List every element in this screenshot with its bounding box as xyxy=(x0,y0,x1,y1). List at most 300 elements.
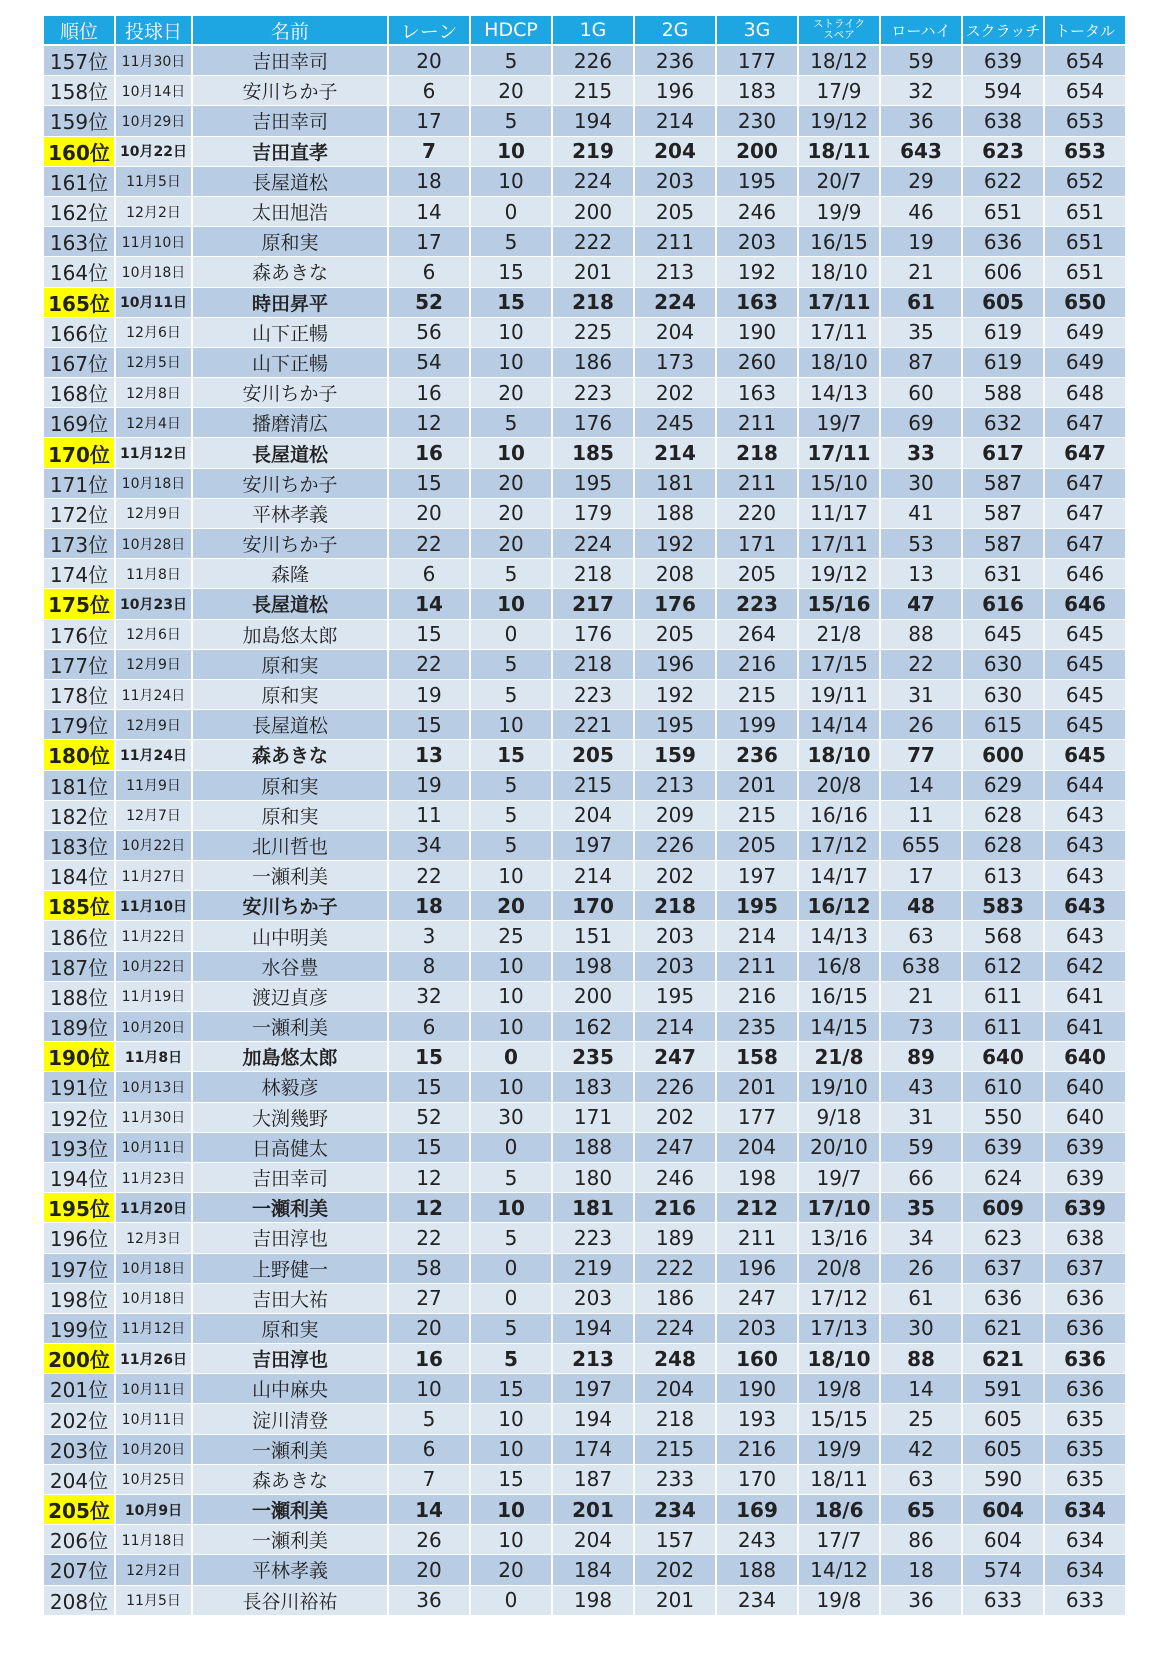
table-row xyxy=(44,921,1126,951)
game-3-cell: 197 xyxy=(716,861,798,891)
game-2-cell: 192 xyxy=(634,679,716,709)
total-cell: 645 xyxy=(1044,710,1126,740)
game-1-cell: 198 xyxy=(552,951,634,981)
lane-cell: 26 xyxy=(388,1525,470,1555)
name-cell: 長屋道松 xyxy=(192,710,388,740)
scratch-cell: 619 xyxy=(962,347,1044,377)
low-high-cell: 14 xyxy=(880,770,962,800)
scratch-cell: 606 xyxy=(962,257,1044,287)
total-cell: 642 xyxy=(1044,951,1126,981)
rank-cell: 183位 xyxy=(44,830,115,860)
name-cell: 上野健一 xyxy=(192,1253,388,1283)
game-3-cell: 212 xyxy=(716,1193,798,1223)
name-cell: 山中麻央 xyxy=(192,1374,388,1404)
game-2-cell: 202 xyxy=(634,861,716,891)
date-cell: 10月18日 xyxy=(115,468,192,498)
game-2-cell: 215 xyxy=(634,1434,716,1464)
lane-cell: 6 xyxy=(388,1434,470,1464)
game-2-cell: 247 xyxy=(634,1132,716,1162)
game-2-cell: 248 xyxy=(634,1344,716,1374)
hdcp-cell: 0 xyxy=(470,619,552,649)
rank-cell: 170位 xyxy=(44,438,115,468)
hdcp-cell: 10 xyxy=(470,136,552,166)
table-row xyxy=(44,619,1126,649)
date-cell: 11月8日 xyxy=(115,559,192,589)
name-cell: 吉田直孝 xyxy=(192,136,388,166)
name-cell: 森隆 xyxy=(192,559,388,589)
hdcp-cell: 5 xyxy=(470,227,552,257)
date-cell: 10月22日 xyxy=(115,830,192,860)
strike-spare-cell: 16/16 xyxy=(798,800,880,830)
low-high-cell: 43 xyxy=(880,1072,962,1102)
scratch-cell: 616 xyxy=(962,589,1044,619)
hdcp-cell: 5 xyxy=(470,408,552,438)
game-3-cell: 215 xyxy=(716,800,798,830)
rank-cell: 190位 xyxy=(44,1042,115,1072)
name-cell: 一瀬利美 xyxy=(192,1495,388,1525)
game-1-cell: 171 xyxy=(552,1102,634,1132)
date-cell: 11月30日 xyxy=(115,45,192,76)
low-high-cell: 36 xyxy=(880,1585,962,1615)
name-cell: 吉田淳也 xyxy=(192,1223,388,1253)
lane-cell: 56 xyxy=(388,317,470,347)
game-1-cell: 200 xyxy=(552,196,634,226)
strike-spare-cell: 19/9 xyxy=(798,196,880,226)
name-cell: 一瀬利美 xyxy=(192,1012,388,1042)
game-3-cell: 198 xyxy=(716,1162,798,1192)
total-cell: 644 xyxy=(1044,770,1126,800)
name-cell: 日高健太 xyxy=(192,1132,388,1162)
total-cell: 640 xyxy=(1044,1042,1126,1072)
date-cell: 11月24日 xyxy=(115,740,192,770)
header-rank: 順位 xyxy=(44,16,115,45)
table-row-highlighted xyxy=(44,1495,1126,1525)
strike-spare-cell: 18/10 xyxy=(798,347,880,377)
hdcp-cell: 0 xyxy=(470,1283,552,1313)
hdcp-cell: 20 xyxy=(470,378,552,408)
table-row xyxy=(44,1132,1126,1162)
game-1-cell: 215 xyxy=(552,76,634,106)
strike-spare-cell: 14/12 xyxy=(798,1555,880,1585)
strike-spare-cell: 11/17 xyxy=(798,498,880,528)
low-high-cell: 19 xyxy=(880,227,962,257)
game-3-cell: 236 xyxy=(716,740,798,770)
low-high-cell: 60 xyxy=(880,378,962,408)
name-cell: 原和実 xyxy=(192,679,388,709)
low-high-cell: 87 xyxy=(880,347,962,377)
strike-spare-cell: 17/11 xyxy=(798,317,880,347)
rank-cell: 185位 xyxy=(44,891,115,921)
date-cell: 12月5日 xyxy=(115,347,192,377)
table-row xyxy=(44,981,1126,1011)
table-row xyxy=(44,106,1126,136)
scratch-cell: 611 xyxy=(962,1012,1044,1042)
game-2-cell: 234 xyxy=(634,1495,716,1525)
game-3-cell: 216 xyxy=(716,649,798,679)
game-1-cell: 235 xyxy=(552,1042,634,1072)
hdcp-cell: 10 xyxy=(470,347,552,377)
game-1-cell: 204 xyxy=(552,1525,634,1555)
low-high-cell: 26 xyxy=(880,1253,962,1283)
rank-cell: 160位 xyxy=(44,136,115,166)
rank-cell: 171位 xyxy=(44,468,115,498)
game-3-cell: 171 xyxy=(716,529,798,559)
strike-spare-cell: 18/10 xyxy=(798,1344,880,1374)
date-cell: 10月25日 xyxy=(115,1464,192,1494)
game-1-cell: 223 xyxy=(552,1223,634,1253)
header-scratch: スクラッチ xyxy=(962,16,1044,45)
name-cell: 淀川清登 xyxy=(192,1404,388,1434)
strike-spare-cell: 14/13 xyxy=(798,921,880,951)
game-1-cell: 194 xyxy=(552,1404,634,1434)
hdcp-cell: 20 xyxy=(470,529,552,559)
date-cell: 10月20日 xyxy=(115,1434,192,1464)
date-cell: 10月23日 xyxy=(115,589,192,619)
game-2-cell: 202 xyxy=(634,1555,716,1585)
scratch-cell: 622 xyxy=(962,166,1044,196)
scratch-cell: 628 xyxy=(962,800,1044,830)
hdcp-cell: 10 xyxy=(470,1404,552,1434)
low-high-cell: 35 xyxy=(880,317,962,347)
name-cell: 一瀬利美 xyxy=(192,861,388,891)
game-1-cell: 194 xyxy=(552,106,634,136)
low-high-cell: 88 xyxy=(880,619,962,649)
table-row xyxy=(44,1555,1126,1585)
date-cell: 11月27日 xyxy=(115,861,192,891)
name-cell: 安川ちか子 xyxy=(192,529,388,559)
date-cell: 10月11日 xyxy=(115,1404,192,1434)
strike-spare-cell: 14/15 xyxy=(798,1012,880,1042)
rank-cell: 168位 xyxy=(44,378,115,408)
strike-spare-cell: 17/13 xyxy=(798,1313,880,1343)
game-2-cell: 192 xyxy=(634,529,716,559)
scratch-cell: 591 xyxy=(962,1374,1044,1404)
hdcp-cell: 20 xyxy=(470,498,552,528)
table-row-highlighted xyxy=(44,136,1126,166)
low-high-cell: 32 xyxy=(880,76,962,106)
game-3-cell: 216 xyxy=(716,1434,798,1464)
date-cell: 11月10日 xyxy=(115,227,192,257)
rank-cell: 191位 xyxy=(44,1072,115,1102)
game-1-cell: 188 xyxy=(552,1132,634,1162)
hdcp-cell: 15 xyxy=(470,740,552,770)
rank-cell: 169位 xyxy=(44,408,115,438)
game-2-cell: 208 xyxy=(634,559,716,589)
low-high-cell: 73 xyxy=(880,1012,962,1042)
lane-cell: 16 xyxy=(388,378,470,408)
rank-cell: 201位 xyxy=(44,1374,115,1404)
lane-cell: 22 xyxy=(388,529,470,559)
total-cell: 635 xyxy=(1044,1464,1126,1494)
game-1-cell: 205 xyxy=(552,740,634,770)
game-1-cell: 203 xyxy=(552,1283,634,1313)
game-3-cell: 211 xyxy=(716,951,798,981)
name-cell: 長屋道松 xyxy=(192,589,388,619)
game-3-cell: 188 xyxy=(716,1555,798,1585)
scratch-cell: 619 xyxy=(962,317,1044,347)
low-high-cell: 18 xyxy=(880,1555,962,1585)
lane-cell: 52 xyxy=(388,287,470,317)
table-row xyxy=(44,649,1126,679)
game-1-cell: 201 xyxy=(552,1495,634,1525)
rank-cell: 167位 xyxy=(44,347,115,377)
table-row xyxy=(44,1162,1126,1192)
scratch-cell: 639 xyxy=(962,1132,1044,1162)
lane-cell: 14 xyxy=(388,589,470,619)
header-low-high: ローハイ xyxy=(880,16,962,45)
rank-cell: 205位 xyxy=(44,1495,115,1525)
game-3-cell: 214 xyxy=(716,921,798,951)
strike-spare-cell: 16/12 xyxy=(798,891,880,921)
table-row xyxy=(44,378,1126,408)
total-cell: 647 xyxy=(1044,468,1126,498)
game-1-cell: 184 xyxy=(552,1555,634,1585)
name-cell: 長屋道松 xyxy=(192,166,388,196)
game-2-cell: 173 xyxy=(634,347,716,377)
scratch-cell: 624 xyxy=(962,1162,1044,1192)
lane-cell: 27 xyxy=(388,1283,470,1313)
table-row xyxy=(44,861,1126,891)
scratch-cell: 610 xyxy=(962,1072,1044,1102)
rank-cell: 207位 xyxy=(44,1555,115,1585)
game-2-cell: 245 xyxy=(634,408,716,438)
date-cell: 11月12日 xyxy=(115,438,192,468)
low-high-cell: 66 xyxy=(880,1162,962,1192)
total-cell: 640 xyxy=(1044,1102,1126,1132)
name-cell: 原和実 xyxy=(192,649,388,679)
low-high-cell: 48 xyxy=(880,891,962,921)
header-game-1: 1G xyxy=(552,16,634,45)
low-high-cell: 33 xyxy=(880,438,962,468)
low-high-cell: 655 xyxy=(880,830,962,860)
header-row xyxy=(44,16,1126,45)
lane-cell: 14 xyxy=(388,1495,470,1525)
game-1-cell: 224 xyxy=(552,166,634,196)
lane-cell: 20 xyxy=(388,498,470,528)
hdcp-cell: 10 xyxy=(470,1434,552,1464)
scratch-cell: 605 xyxy=(962,1404,1044,1434)
total-cell: 653 xyxy=(1044,106,1126,136)
low-high-cell: 14 xyxy=(880,1374,962,1404)
lane-cell: 52 xyxy=(388,1102,470,1132)
low-high-cell: 34 xyxy=(880,1223,962,1253)
lane-cell: 3 xyxy=(388,921,470,951)
name-cell: 林毅彦 xyxy=(192,1072,388,1102)
total-cell: 645 xyxy=(1044,679,1126,709)
hdcp-cell: 5 xyxy=(470,45,552,76)
scratch-cell: 587 xyxy=(962,498,1044,528)
game-1-cell: 217 xyxy=(552,589,634,619)
name-cell: 森あきな xyxy=(192,740,388,770)
strike-spare-cell: 18/12 xyxy=(798,45,880,76)
game-2-cell: 202 xyxy=(634,1102,716,1132)
table-row-highlighted xyxy=(44,287,1126,317)
hdcp-cell: 10 xyxy=(470,589,552,619)
game-2-cell: 216 xyxy=(634,1193,716,1223)
game-3-cell: 177 xyxy=(716,1102,798,1132)
rank-cell: 199位 xyxy=(44,1313,115,1343)
table-row xyxy=(44,529,1126,559)
lane-cell: 6 xyxy=(388,559,470,589)
scratch-cell: 639 xyxy=(962,45,1044,76)
table-row xyxy=(44,166,1126,196)
hdcp-cell: 10 xyxy=(470,317,552,347)
game-1-cell: 219 xyxy=(552,1253,634,1283)
scratch-cell: 600 xyxy=(962,740,1044,770)
total-cell: 643 xyxy=(1044,861,1126,891)
table-row xyxy=(44,1404,1126,1434)
total-cell: 648 xyxy=(1044,378,1126,408)
rank-cell: 194位 xyxy=(44,1162,115,1192)
name-cell: 北川哲也 xyxy=(192,830,388,860)
date-cell: 10月14日 xyxy=(115,76,192,106)
header-strike-label: ストライク xyxy=(813,18,865,30)
rank-cell: 172位 xyxy=(44,498,115,528)
table-row xyxy=(44,830,1126,860)
total-cell: 643 xyxy=(1044,800,1126,830)
game-3-cell: 218 xyxy=(716,438,798,468)
rank-cell: 202位 xyxy=(44,1404,115,1434)
low-high-cell: 13 xyxy=(880,559,962,589)
game-3-cell: 199 xyxy=(716,710,798,740)
total-cell: 643 xyxy=(1044,921,1126,951)
strike-spare-cell: 20/7 xyxy=(798,166,880,196)
rank-cell: 173位 xyxy=(44,529,115,559)
name-cell: 時田昇平 xyxy=(192,287,388,317)
table-row xyxy=(44,1012,1126,1042)
strike-spare-cell: 17/10 xyxy=(798,1193,880,1223)
table-row-highlighted xyxy=(44,1344,1126,1374)
strike-spare-cell: 19/11 xyxy=(798,679,880,709)
date-cell: 10月18日 xyxy=(115,1283,192,1313)
strike-spare-cell: 15/15 xyxy=(798,1404,880,1434)
scratch-cell: 604 xyxy=(962,1525,1044,1555)
game-3-cell: 211 xyxy=(716,468,798,498)
total-cell: 641 xyxy=(1044,981,1126,1011)
table-row xyxy=(44,679,1126,709)
date-cell: 10月13日 xyxy=(115,1072,192,1102)
game-1-cell: 223 xyxy=(552,378,634,408)
name-cell: 平林孝義 xyxy=(192,498,388,528)
scratch-cell: 617 xyxy=(962,438,1044,468)
scratch-cell: 613 xyxy=(962,861,1044,891)
lane-cell: 16 xyxy=(388,438,470,468)
table-row xyxy=(44,1102,1126,1132)
game-1-cell: 197 xyxy=(552,1374,634,1404)
date-cell: 10月11日 xyxy=(115,287,192,317)
strike-spare-cell: 21/8 xyxy=(798,619,880,649)
name-cell: 吉田幸司 xyxy=(192,45,388,76)
rank-cell: 162位 xyxy=(44,196,115,226)
name-cell: 原和実 xyxy=(192,800,388,830)
low-high-cell: 59 xyxy=(880,1132,962,1162)
strike-spare-cell: 17/12 xyxy=(798,830,880,860)
date-cell: 11月24日 xyxy=(115,679,192,709)
game-3-cell: 190 xyxy=(716,317,798,347)
lane-cell: 15 xyxy=(388,1072,470,1102)
hdcp-cell: 0 xyxy=(470,1132,552,1162)
scratch-cell: 604 xyxy=(962,1495,1044,1525)
scratch-cell: 636 xyxy=(962,227,1044,257)
game-1-cell: 176 xyxy=(552,619,634,649)
game-1-cell: 174 xyxy=(552,1434,634,1464)
hdcp-cell: 5 xyxy=(470,106,552,136)
rank-cell: 158位 xyxy=(44,76,115,106)
name-cell: 山中明美 xyxy=(192,921,388,951)
game-1-cell: 222 xyxy=(552,227,634,257)
game-3-cell: 170 xyxy=(716,1464,798,1494)
strike-spare-cell: 19/8 xyxy=(798,1374,880,1404)
game-2-cell: 201 xyxy=(634,1585,716,1615)
strike-spare-cell: 19/12 xyxy=(798,559,880,589)
total-cell: 634 xyxy=(1044,1525,1126,1555)
game-2-cell: 176 xyxy=(634,589,716,619)
rank-cell: 161位 xyxy=(44,166,115,196)
total-cell: 636 xyxy=(1044,1313,1126,1343)
total-cell: 639 xyxy=(1044,1162,1126,1192)
game-1-cell: 218 xyxy=(552,559,634,589)
date-cell: 12月9日 xyxy=(115,649,192,679)
table-row xyxy=(44,951,1126,981)
scratch-cell: 629 xyxy=(962,770,1044,800)
date-cell: 12月6日 xyxy=(115,619,192,649)
rank-cell: 204位 xyxy=(44,1464,115,1494)
game-2-cell: 226 xyxy=(634,1072,716,1102)
scratch-cell: 632 xyxy=(962,408,1044,438)
strike-spare-cell: 19/8 xyxy=(798,1585,880,1615)
strike-spare-cell: 17/9 xyxy=(798,76,880,106)
rank-cell: 163位 xyxy=(44,227,115,257)
lane-cell: 19 xyxy=(388,770,470,800)
game-1-cell: 218 xyxy=(552,287,634,317)
table-row xyxy=(44,257,1126,287)
game-1-cell: 218 xyxy=(552,649,634,679)
game-3-cell: 205 xyxy=(716,559,798,589)
date-cell: 10月20日 xyxy=(115,1012,192,1042)
date-cell: 12月2日 xyxy=(115,196,192,226)
game-2-cell: 205 xyxy=(634,196,716,226)
lane-cell: 18 xyxy=(388,891,470,921)
hdcp-cell: 10 xyxy=(470,438,552,468)
rank-cell: 157位 xyxy=(44,45,115,76)
name-cell: 一瀬利美 xyxy=(192,1525,388,1555)
total-cell: 640 xyxy=(1044,1072,1126,1102)
strike-spare-cell: 19/12 xyxy=(798,106,880,136)
scratch-cell: 605 xyxy=(962,1434,1044,1464)
game-2-cell: 202 xyxy=(634,378,716,408)
low-high-cell: 88 xyxy=(880,1344,962,1374)
rank-cell: 184位 xyxy=(44,861,115,891)
table-row xyxy=(44,1283,1126,1313)
low-high-cell: 46 xyxy=(880,196,962,226)
table-row xyxy=(44,559,1126,589)
game-1-cell: 180 xyxy=(552,1162,634,1192)
total-cell: 654 xyxy=(1044,76,1126,106)
game-2-cell: 203 xyxy=(634,921,716,951)
scratch-cell: 587 xyxy=(962,529,1044,559)
strike-spare-cell: 9/18 xyxy=(798,1102,880,1132)
total-cell: 641 xyxy=(1044,1012,1126,1042)
total-cell: 649 xyxy=(1044,317,1126,347)
scratch-cell: 568 xyxy=(962,921,1044,951)
game-3-cell: 195 xyxy=(716,166,798,196)
game-1-cell: 194 xyxy=(552,1313,634,1343)
low-high-cell: 65 xyxy=(880,1495,962,1525)
game-2-cell: 214 xyxy=(634,1012,716,1042)
lane-cell: 15 xyxy=(388,619,470,649)
hdcp-cell: 10 xyxy=(470,710,552,740)
hdcp-cell: 15 xyxy=(470,287,552,317)
